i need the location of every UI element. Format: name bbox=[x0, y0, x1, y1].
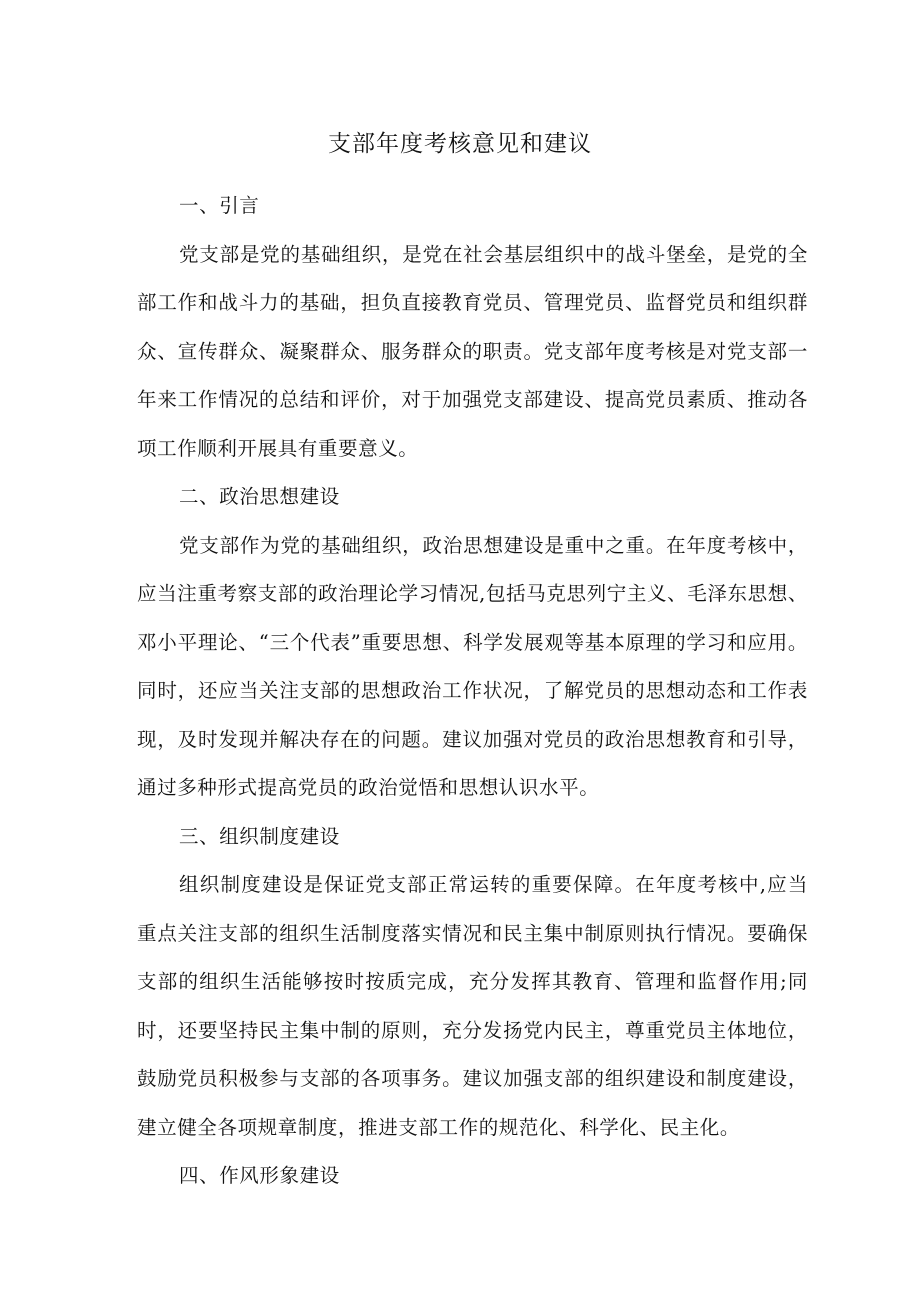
section-heading-political-ideology: 二、政治思想建设 bbox=[179, 485, 340, 508]
section-heading-work-style: 四、作风形象建设 bbox=[179, 1164, 340, 1187]
document-body bbox=[137, 182, 808, 1201]
section-paragraph-introduction: 党支部是党的基础组织，是党在社会基层组织中的战斗堡垒，是党的全部工作和战斗力的基础，担负直接教育党员、管理党员、监督党员和组织群众、宣传群众、凝聚群众、服务群众的职责。党支部年度考核是对党支部一年来工作情况的总结和评价，对于加强党支部建设、提高党员素质、推动各项工作顺利开展具有重要意义。 bbox=[137, 242, 808, 460]
section-paragraph-political-ideology: 党支部作为党的基础组织，政治思想建设是重中之重。在年度考核中，应当注重考察支部的政治理论学习情况,包括马克思列宁主义、毛泽东思想、邓小平理论、“三个代表”重要思想、科学发展观等基本原理的学习和应用。同时，还应当关注支部的思想政治工作状况，了解党员的思想动态和工作表现，及时发现并解决存在的问题。建议加强对党员的政治思想教育和引导，通过多种形式提高党员的政治觉悟和思想认识水平。 bbox=[137, 533, 808, 799]
section-heading-introduction: 一、引言 bbox=[179, 194, 260, 217]
section-paragraph-organizational-system: 组织制度建设是保证党支部正常运转的重要保障。在年度考核中,应当重点关注支部的组织生活制度落实情况和民主集中制原则执行情况。要确保支部的组织生活能够按时按质完成，充分发挥其教育、管理和监督作用;同时，还要坚持民主集中制的原则，充分发扬党内民主，尊重党员主体地位，鼓励党员积极参与支部的各项事务。建议加强支部的组织建设和制度建设，建立健全各项规章制度，推进支部工作的规范化、科学化、民主化。 bbox=[137, 873, 808, 1139]
document-title: 支部年度考核意见和建议 bbox=[328, 131, 592, 157]
section-heading-organizational-system: 三、组织制度建设 bbox=[179, 824, 340, 848]
